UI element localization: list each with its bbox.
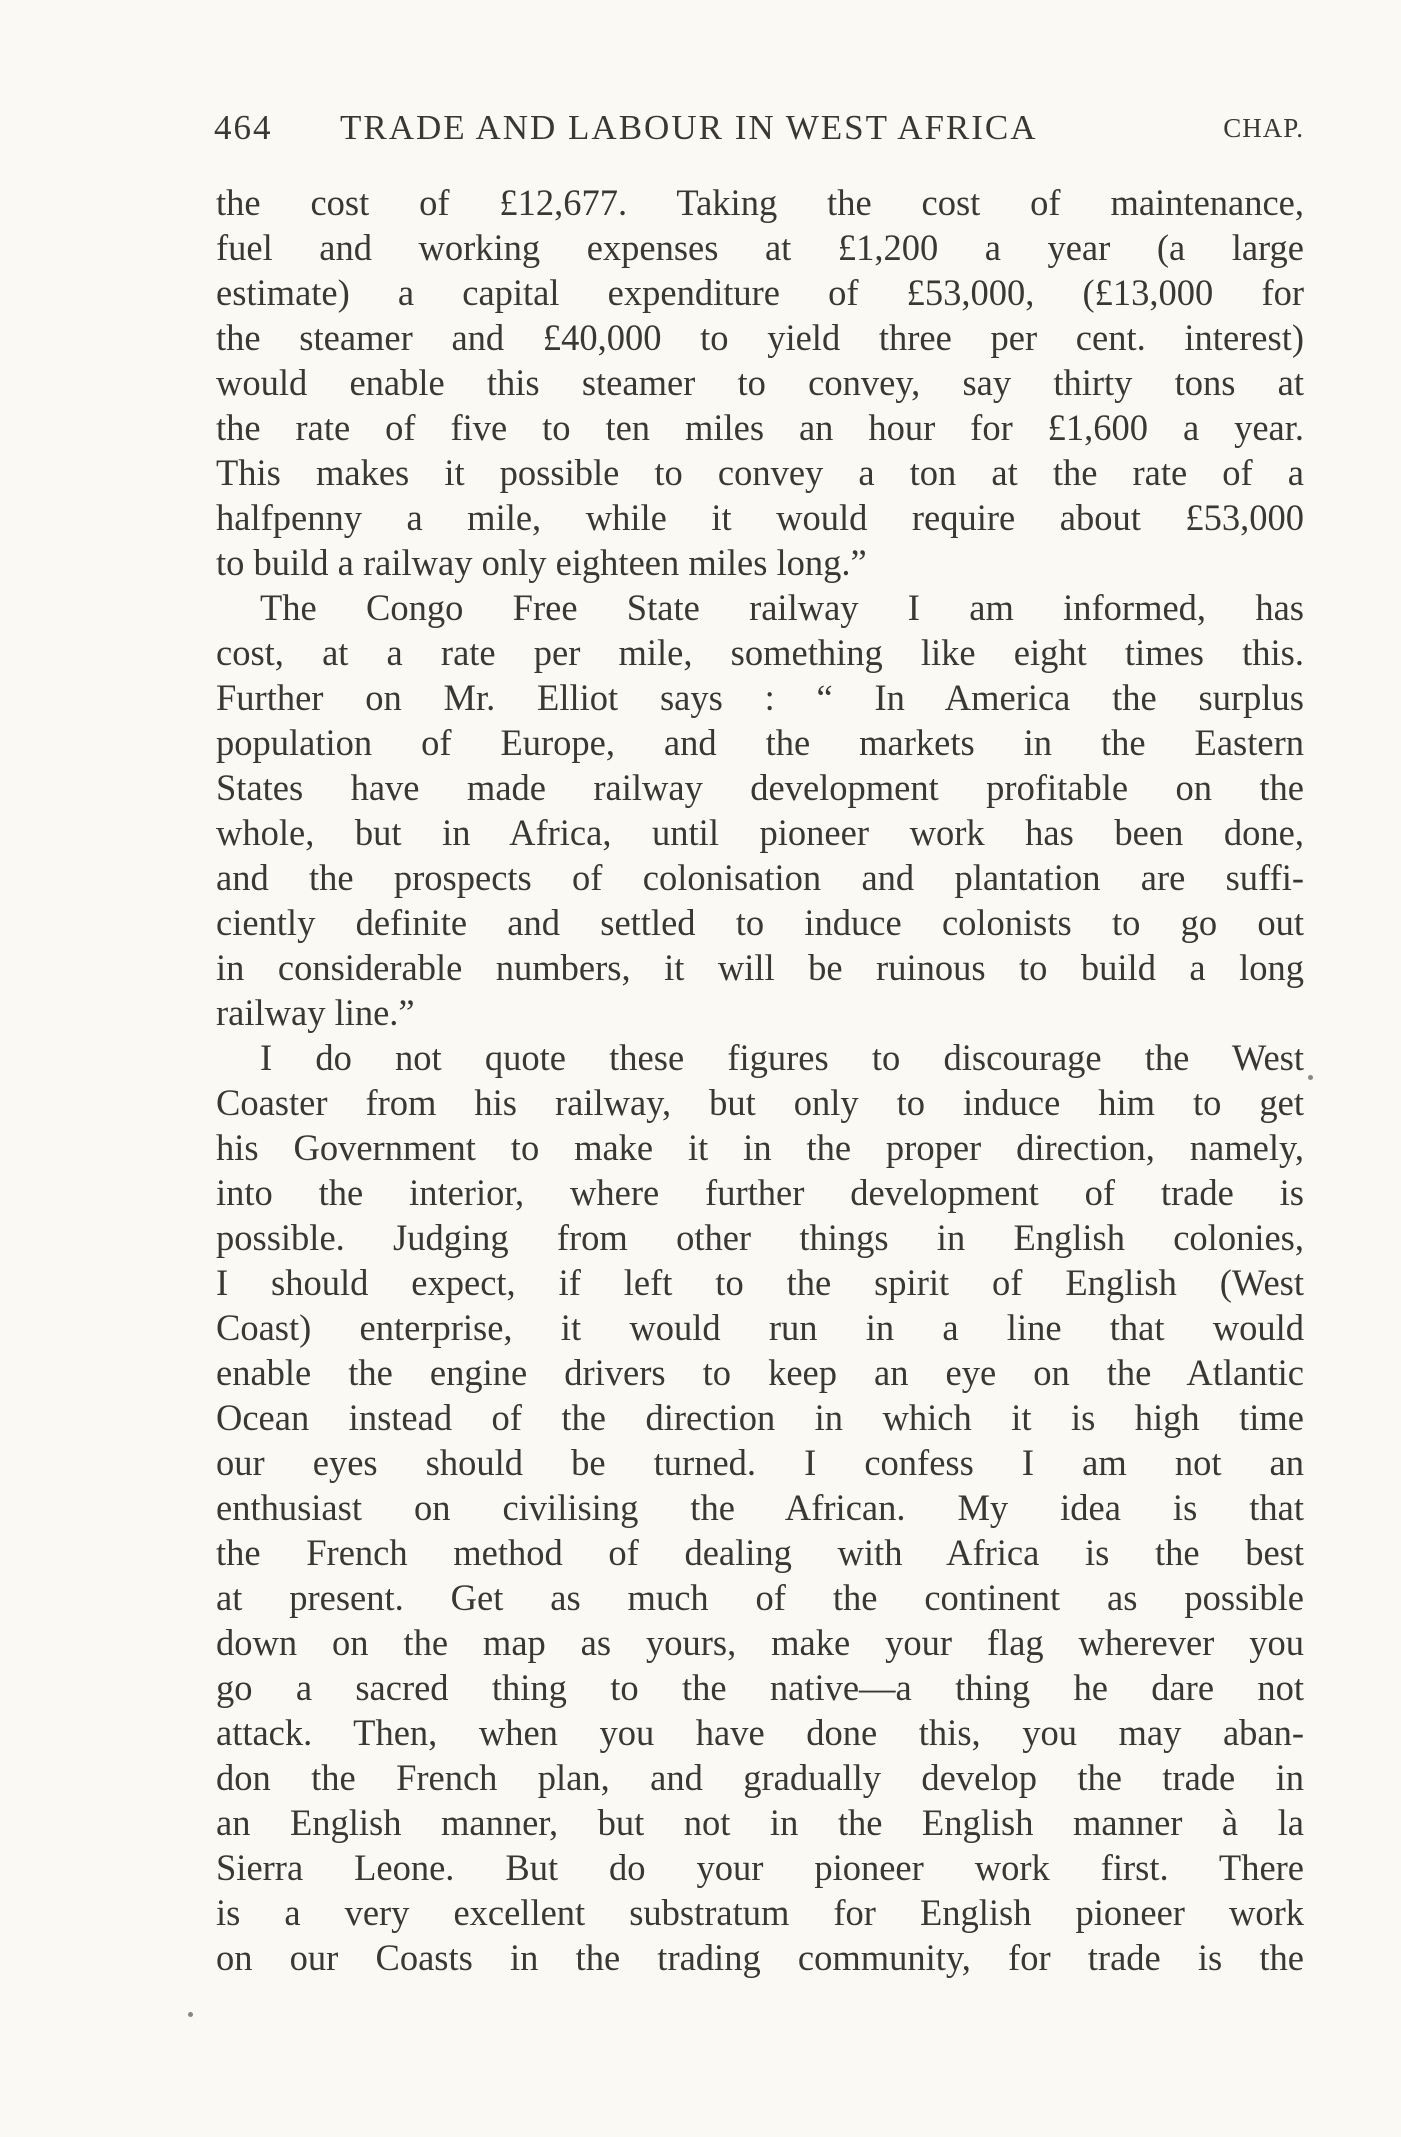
text-line: estimate) a capital expenditure of £53,000, (£13,000 for [216, 272, 1304, 313]
text-line: is a very excellent substratum for English pioneer work [216, 1892, 1304, 1933]
running-title: TRADE AND LABOUR IN WEST AFRICA [340, 108, 1038, 147]
text-line: enthusiast on civilising the African. My idea is that [216, 1487, 1304, 1528]
text-line: his Government to make it in the proper direction, namely, [216, 1127, 1304, 1168]
text-line: on our Coasts in the trading community, for trade is the [216, 1937, 1304, 1978]
text-line: enable the engine drivers to keep an eye on the Atlantic [216, 1352, 1304, 1393]
text-line: Ocean instead of the direction in which it is high time [216, 1397, 1304, 1438]
print-speck [1308, 1075, 1313, 1080]
paragraph-start: I do not quote these figures to discourage the West [260, 1037, 1304, 1078]
text-line: States have made railway development profitable on the [216, 767, 1304, 808]
body-text [216, 180, 1304, 1980]
text-line: would enable this steamer to convey, say thirty tons at [216, 362, 1304, 403]
text-line: cost, at a rate per mile, something like eight times this. [216, 632, 1304, 673]
text-line: Sierra Leone. But do your pioneer work first. There [216, 1847, 1304, 1888]
text-line: go a sacred thing to the native—a thing he dare not [216, 1667, 1304, 1708]
text-line: down on the map as yours, make your flag wherever you [216, 1622, 1304, 1663]
text-line: railway line.” [216, 992, 415, 1033]
text-line: halfpenny a mile, while it would require about £53,000 [216, 497, 1304, 538]
text-line: Coast) enterprise, it would run in a line that would [216, 1307, 1304, 1348]
text-line: Coaster from his railway, but only to induce him to get [216, 1082, 1304, 1123]
text-line: in considerable numbers, it will be ruinous to build a long [216, 947, 1304, 988]
text-line: the rate of five to ten miles an hour for £1,600 a year. [216, 407, 1304, 448]
text-line: This makes it possible to convey a ton at the rate of a [216, 452, 1304, 493]
print-speck [188, 2012, 193, 2017]
text-line: attack. Then, when you have done this, you may aban- [216, 1712, 1304, 1753]
page-number: 464 [214, 108, 273, 147]
text-line: the French method of dealing with Africa is the best [216, 1532, 1304, 1573]
text-line: the steamer and £40,000 to yield three per cent. interest) [216, 317, 1304, 358]
text-line: I should expect, if left to the spirit of English (West [216, 1262, 1304, 1303]
text-line: whole, but in Africa, until pioneer work has been done, [216, 812, 1304, 853]
text-line: the cost of £12,677. Taking the cost of maintenance, [216, 182, 1304, 223]
text-line: our eyes should be turned. I confess I am not an [216, 1442, 1304, 1483]
text-line: at present. Get as much of the continent as possible [216, 1577, 1304, 1618]
text-line: ciently definite and settled to induce colonists to go out [216, 902, 1304, 943]
text-line: possible. Judging from other things in English colonies, [216, 1217, 1304, 1258]
chapter-label: CHAP. [1223, 113, 1304, 143]
text-line: Further on Mr. Elliot says : “ In America the surplus [216, 677, 1304, 718]
paragraph-start: The Congo Free State railway I am informed, has [260, 587, 1304, 628]
text-line: fuel and working expenses at £1,200 a year (a large [216, 227, 1304, 268]
text-line: population of Europe, and the markets in the Eastern [216, 722, 1304, 763]
text-line: an English manner, but not in the English manner à la [216, 1802, 1304, 1843]
text-line: into the interior, where further development of trade is [216, 1172, 1304, 1213]
running-head [214, 104, 1304, 152]
text-line: to build a railway only eighteen miles long.” [216, 542, 867, 583]
text-line: and the prospects of colonisation and plantation are suffi- [216, 857, 1304, 898]
text-line: don the French plan, and gradually develop the trade in [216, 1757, 1304, 1798]
